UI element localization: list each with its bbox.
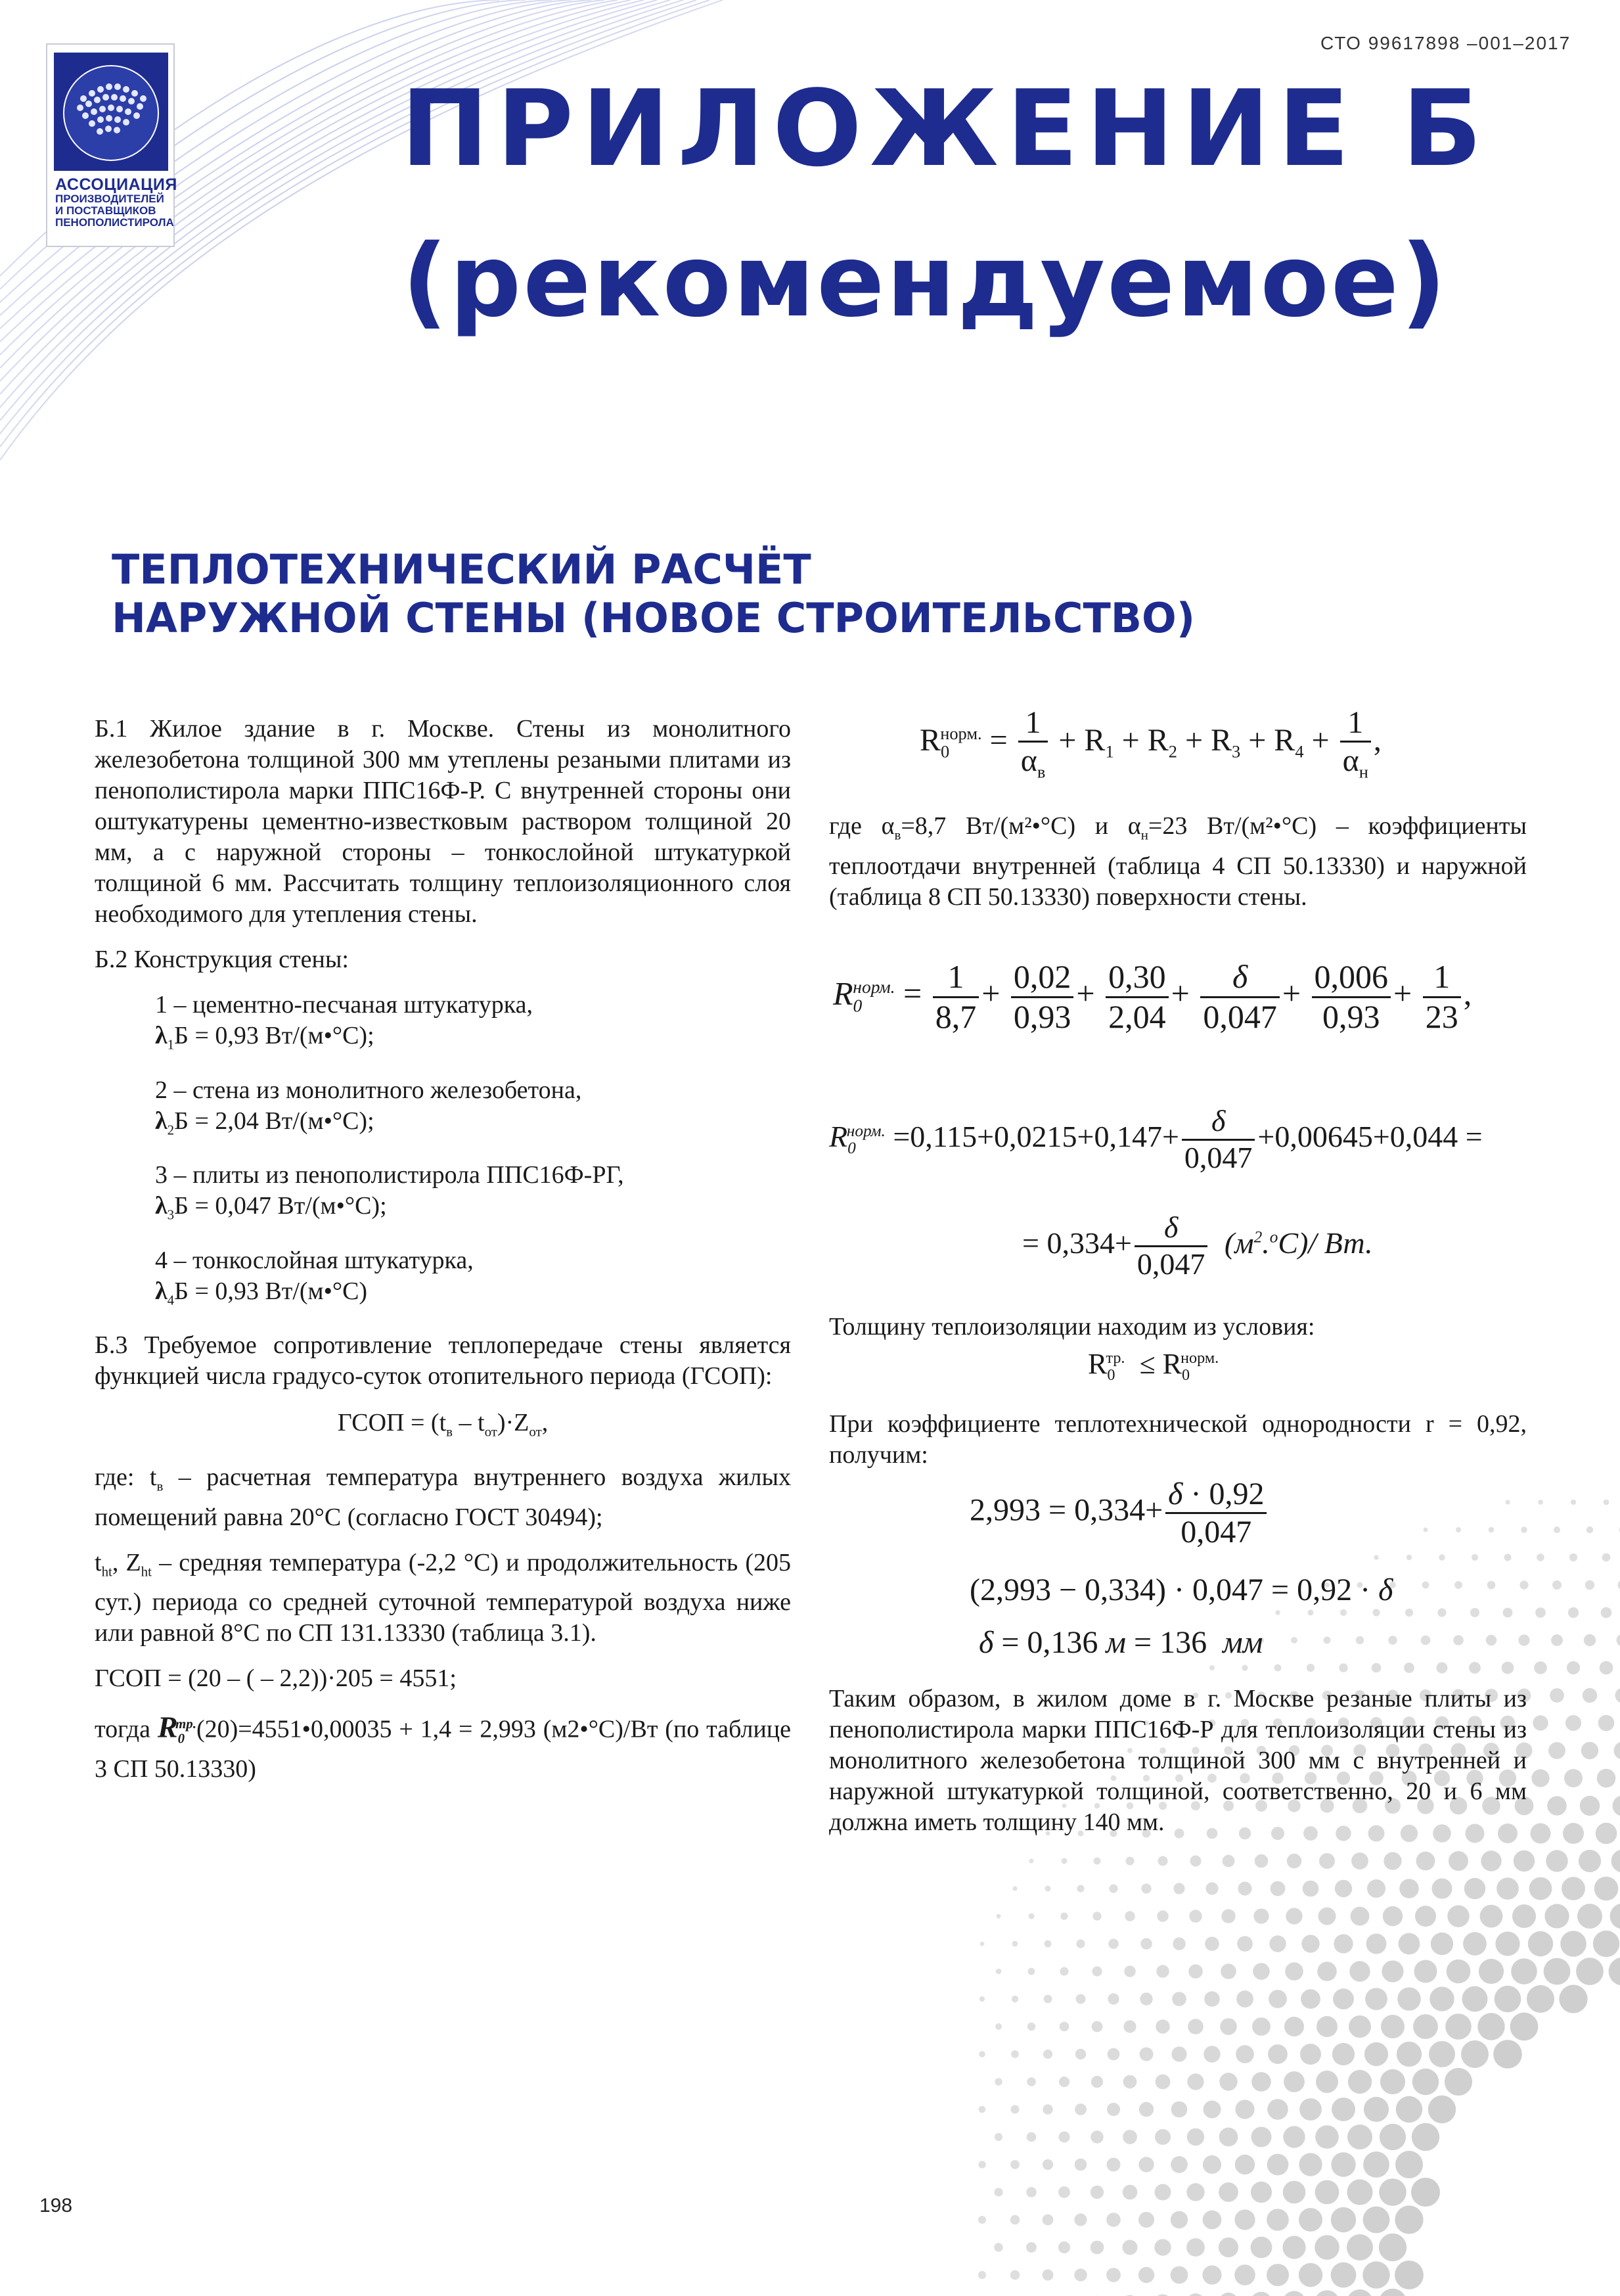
formula-r0-result: = 0,334+ $\frac{\delta}{0,047}$ $(м^2.^оС)/$ Вт. <box>1022 1210 1373 1281</box>
logo-line-1: АССОЦИАЦИЯ <box>55 175 177 194</box>
paragraph-b1: Б.1 Жилое здание в г. Москве. Стены из монолитного железобетона толщиной 300 мм утеплены резаными плитами из пенополистирола марки ППС16Ф-Р. С внутренней стороны они оштукатурены цементно-известковым раствором толщиной 20 мм, а с наружной стороны – тонкослойной штукатуркой толщиной 6 мм. Рассчитать толщину теплоизоляционного слоя необходимого для утепления стены. <box>95 715 791 928</box>
formula-equation-2: (2,993 − 0,334) · 0,047 = 0,92 · δ <box>970 1573 1393 1607</box>
alpha-description: где $\alpha_в=8,7$ Вт/(м²•°С) и $\alpha_н=23$ Вт/(м²•°С) – коэффициенты теплоотдачи внутренней (таблица 4 СП 50.13330) и наружной (таблица 8 СП 50.13330) поверхности стены. <box>829 812 1527 911</box>
insulation-condition: Толщину теплоизоляции находим из условия: <box>829 1313 1315 1341</box>
layer-4-lambda: $\lambda_4Б = 0,93$ Вт/(м•°С) <box>155 1277 368 1308</box>
alpha-text-a: где α <box>829 812 895 840</box>
layer-2 <box>95 1075 791 1146</box>
layer-2-lambda: $\lambda_2Б = 2,04$ Вт/(м•°С); <box>155 1107 374 1138</box>
layer-3 <box>95 1160 791 1231</box>
formula-r0-substituted: $R_0^{норм.}$ = $\frac{1}{8,7}$ + $\frac{0,02}{0,93}$ + $\frac{0,30}{2,04}$ + $\frac{\delta}{0,047}$ + $\frac{0,006}{0,93}$ + $\frac{1}{23}$ , <box>833 958 1472 1035</box>
togda-calc: тогда $R_0^{тр.}(20)=4551•0,00035 + 1,4 = 2,993$ (м2•°С)/Вт (по таблице 3 СП 50.13330) <box>95 1710 791 1783</box>
section-title-line-1: ТЕПЛОТЕХНИЧЕСКИЙ РАСЧЁТ <box>112 545 811 593</box>
conclusion: Таким образом, в жилом доме в г. Москве резаные плиты из пенополистирола марки ППС16Ф-Р для теплоизоляции стены из монолитного железобетона толщиной 300 мм с внутренней и наружной штукатуркой толщиной, соответственно, 20 и 6 мм должна иметь толщину 140 мм. <box>829 1685 1527 1836</box>
layer-4-name: 4 – тонкослойная штукатурка, <box>155 1246 474 1274</box>
layer-3-lambda-value: Б = 0,047 Вт/(м•°С); <box>174 1192 387 1220</box>
formula-r0-numeric: $R_0^{норм.} =0,115+0,0215+0,147+$ $\frac{\delta}{0,047}$ +0,00645+0,044 = <box>829 1104 1483 1174</box>
layer-4-lambda-value: Б = 0,93 Вт/(м•°С) <box>174 1277 368 1305</box>
appendix-subtitle: (рекомендуемое) <box>402 223 1449 339</box>
coefficient-text: При коэффициенте теплотехнической однородности r = 0,92, получим: <box>829 1410 1527 1469</box>
layer-2-lambda-value: Б = 2,04 Вт/(м•°С); <box>174 1107 374 1135</box>
page-number: 198 <box>39 2195 73 2216</box>
alpha-text-c: =23 Вт/(м²•°С) – коэффициенты теплоотдачи внутренней (таблица 4 СП 50.13330) и наружной (таблица 8 СП 50.13330) поверхности стены. <box>829 812 1527 911</box>
layer-2-name: 2 – стена из монолитного железобетона, <box>155 1076 582 1104</box>
gsop-formula-lhs: ГСОП = (t <box>337 1409 447 1437</box>
layer-3-name: 3 – плиты из пенополистирола ППС16Ф-РГ, <box>155 1161 624 1189</box>
formula-delta-result: δ = 0,136 м = 136 мм <box>979 1625 1263 1660</box>
logo-line-4: ПЕНОПОЛИСТИРОЛА <box>55 216 174 229</box>
standard-code: СТО 99617898 –001–2017 <box>1320 33 1571 53</box>
layer-1-lambda: $\lambda_1Б = 0,93$ Вт/(м•°С); <box>155 1022 374 1053</box>
logo-line-2: ПРОИЗВОДИТЕЛЕЙ <box>55 193 164 206</box>
where-tht-text: – средняя температура (-2,2 °С) и продолжительность (205 сут.) периода со средней суточной температурой воздуха ниже или равной 8°С по СП 131.13330 (таблица 3.1). <box>95 1548 791 1647</box>
globe-icon <box>54 53 168 171</box>
alpha-text-b: =8,7 Вт/(м²•°С) и α <box>901 812 1141 840</box>
formula-equation-1: 2,993 = 0,334+ $\frac{\delta \cdot 0,92}{0,047}$ <box>970 1476 1269 1550</box>
left-column <box>95 714 791 1785</box>
togda-text: (20)=4551•0,00035 + 1,4 = 2,993 (м2•°С)/Вт (по таблице 3 СП 50.13330) <box>95 1715 791 1783</box>
gsop-calc: ГСОП = (20 – ( – 2,2))·205 = 4551; <box>95 1665 457 1693</box>
gsop-formula: ГСОП = $(t_в - t_{от})\cdot Z_{от}$, <box>337 1409 549 1440</box>
layer-1-name: 1 – цементно-песчаная штукатурка, <box>155 991 533 1019</box>
association-logo <box>46 43 175 247</box>
paragraph-b2: Б.2 Конструкция стены: <box>95 946 349 973</box>
formula-condition: $R_0^{тр.} \le R_0^{норм.}$ <box>1088 1348 1219 1384</box>
layer-4 <box>95 1245 791 1316</box>
where-tv-text: – расчетная температура внутреннего воздуха жилых помещений равна 20°С (согласно ГОСТ 30494); <box>95 1463 791 1531</box>
where-tv: где: $t_в$ – расчетная температура внутреннего воздуха жилых помещений равна 20°С (согласно ГОСТ 30494); <box>95 1463 791 1531</box>
where-tht: $t_{ht}$, $Z_{ht}$ – средняя температура (-2,2 °С) и продолжительность (205 сут.) периода со средней суточной температурой воздуха ниже или равной 8°С по СП 131.13330 (таблица 3.1). <box>95 1548 791 1647</box>
section-title <box>112 545 1195 643</box>
formula-r0-general: $R_0^{норм.}$ = $\frac{1}{\alpha_в}$ + $R_1 + R_2 + R_3 + R_4$ + $\frac{1}{\alpha_н}$ , <box>920 705 1382 782</box>
logo-line-3: И ПОСТАВЩИКОВ <box>55 204 156 218</box>
layer-1 <box>95 990 791 1061</box>
paragraph-b3: Б.3 Требуемое сопротивление теплопередаче стены является функцией числа градусо-суток отопительного периода (ГСОП): <box>95 1331 791 1390</box>
layer-3-lambda: $\lambda_3Б = 0,047$ Вт/(м•°С); <box>155 1192 387 1223</box>
togda-prefix: тогда <box>95 1715 158 1743</box>
appendix-title: ПРИЛОЖЕНИЕ Б <box>401 67 1490 190</box>
where-tv-prefix: где: t <box>95 1463 157 1491</box>
section-title-line-2: НАРУЖНОЙ СТЕНЫ (НОВОЕ СТРОИТЕЛЬСТВО) <box>112 594 1196 642</box>
layer-1-lambda-value: Б = 0,93 Вт/(м•°С); <box>174 1022 374 1049</box>
